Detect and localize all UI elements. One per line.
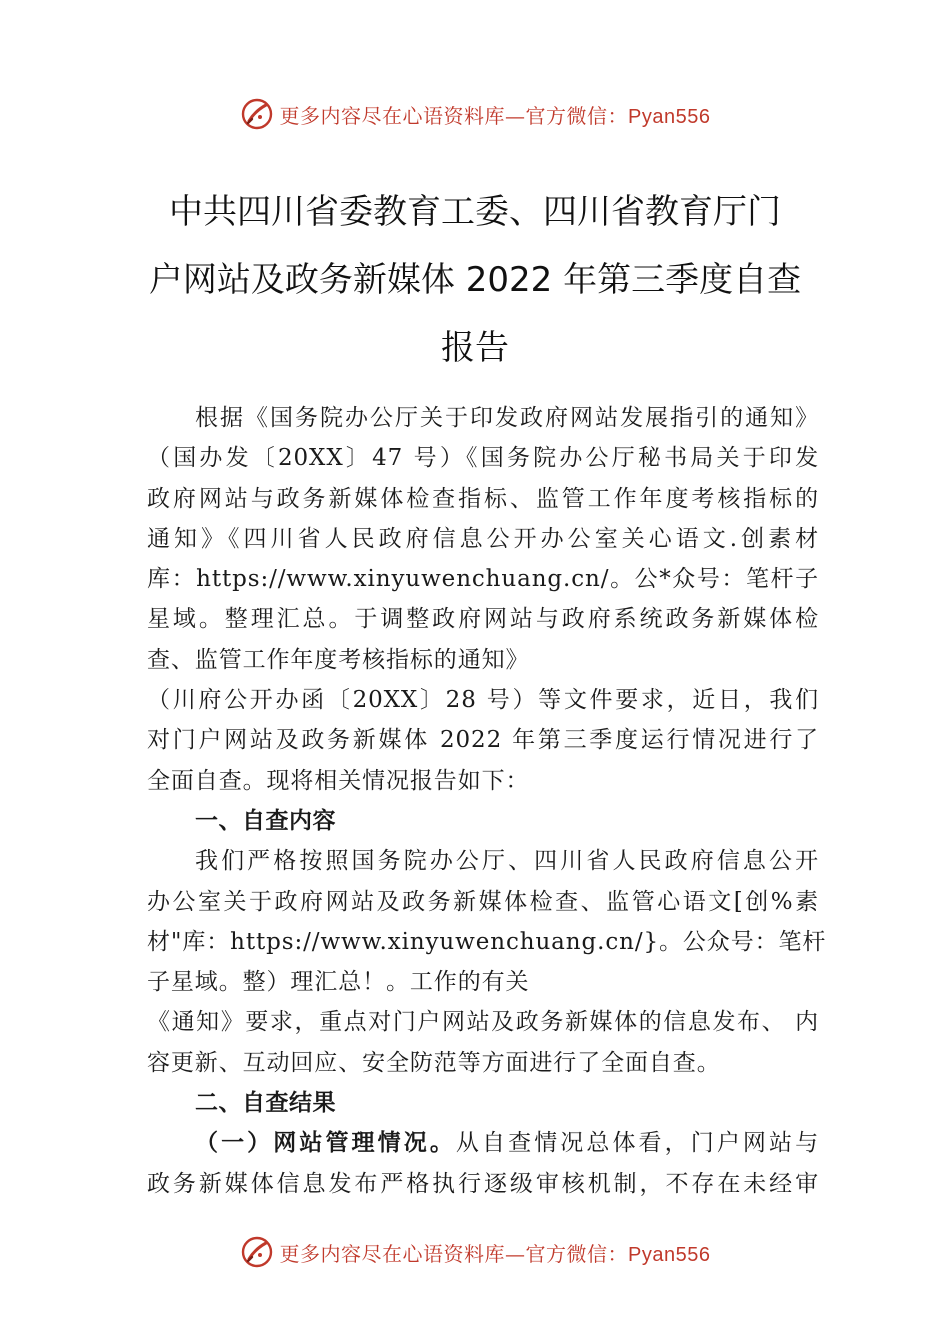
paragraph-text: 从自查情况总体看，门户网站与 (455, 1130, 820, 1157)
title-line: 报告 (441, 328, 509, 368)
paragraph-line: 全面自查。现将相关情况报告如下： (147, 767, 530, 794)
brush-logo-icon (240, 1235, 274, 1269)
paragraph-line: 《通知》要求，重点对门户网站及政务新媒体的信息发布、 内 (147, 1009, 819, 1036)
paragraph-line: 查、监管工作年度考核指标的通知》 (147, 646, 530, 673)
paragraph-line: （国办发〔20XX〕47 号）《国务院办公厅秘书局关于印发 (147, 445, 819, 472)
paragraph-line (147, 1123, 819, 1163)
paragraph-line: 材"库：https://www.xinyuwenchuang.cn/}。公众号：笔杆 (147, 928, 827, 955)
paragraph-line: 子星域。整）理汇总！。工作的有关 (147, 969, 530, 996)
subsection-lead: （一）网站管理情况。 (195, 1130, 456, 1157)
watermark-text: 更多内容尽在心语资料库—官方微信：Pyan556 (279, 1241, 711, 1266)
section-heading: 二、自查结果 (195, 1090, 336, 1117)
section-heading: 一、自查内容 (195, 807, 336, 834)
title-line: 户网站及政务新媒体 2022 年第三季度自查 (148, 260, 802, 300)
paragraph-line: 容更新、互动回应、安全防范等方面进行了全面自查。 (147, 1049, 721, 1076)
brush-logo-icon (240, 97, 274, 131)
watermark-text: 更多内容尽在心语资料库—官方微信：Pyan556 (279, 103, 711, 128)
paragraph-line: 政务新媒体信息发布严格执行逐级审核机制，不存在未经审 (147, 1170, 819, 1197)
watermark-banner-bottom (0, 1232, 950, 1272)
paragraph-line: 政府网站与政务新媒体检查指标、监管工作年度考核指标的 (147, 485, 819, 512)
paragraph-line: 办公室关于政府网站及政务新媒体检查、监管心语文[创%素 (147, 888, 819, 915)
title-line: 中共四川省委教育工委、四川省教育厅门 (169, 192, 781, 232)
paragraph-line: 对门户网站及政务新媒体 2022 年第三季度运行情况进行了 (147, 727, 819, 754)
paragraph-line: 我们严格按照国务院办公厅、四川省人民政府信息公开 (195, 848, 819, 875)
paragraph-line: 根据《国务院办公厅关于印发政府网站发展指引的通知》 (195, 405, 819, 431)
paragraph-line: 通知》《四川省人民政府信息公开办公室关心语文.创素材 (147, 525, 819, 552)
watermark-banner-top (0, 94, 950, 134)
paragraph-line: 星域。整理汇总。于调整政府网站与政府系统政务新媒体检 (147, 606, 819, 633)
document-title (120, 178, 830, 382)
paragraph-line: （川府公开办函〔20XX〕28 号）等文件要求，近日，我们 (147, 687, 819, 714)
document-body (147, 398, 827, 1204)
paragraph-line: 库：https://www.xinyuwenchuang.cn/。公*众号：笔杆子 (147, 566, 819, 593)
